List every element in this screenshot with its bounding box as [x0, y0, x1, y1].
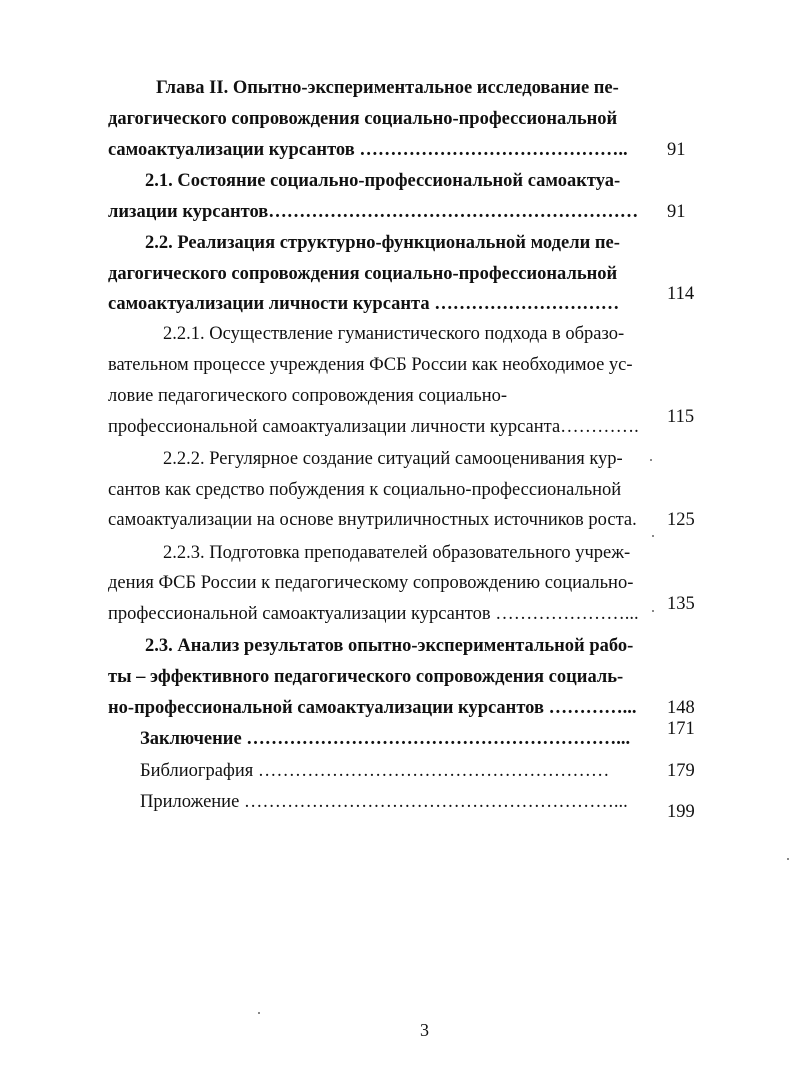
toc-2-2-3-line-3: профессиональной самоактуализации курсантов …………………... — [108, 604, 639, 624]
toc-2-2-1-page: 115 — [667, 407, 695, 427]
scan-speck — [650, 459, 652, 461]
toc-conclusion-page: 171 — [667, 719, 695, 739]
toc-chapter2-line-2: дагогического сопровождения социально-профессиональной — [108, 109, 618, 129]
toc-2-1-line-2: лизации курсантов…………………………………………………… — [108, 202, 639, 222]
toc-bibliography-page: 179 — [667, 761, 695, 781]
toc-2-2-2-page: 125 — [667, 510, 695, 530]
toc-conclusion: Заключение ……………………………………………………... — [140, 729, 631, 749]
toc-2-2-line-1: 2.2. Реализация структурно-функциональной модели пе- — [145, 233, 620, 253]
scan-speck — [258, 1012, 260, 1014]
toc-2-2-3-page: 135 — [667, 594, 695, 614]
toc-2-2-1-line-3: ловие педагогического сопровождения социально- — [108, 386, 508, 406]
toc-2-3-page: 148 — [667, 698, 695, 718]
toc-2-2-1-line-2: вательном процессе учреждения ФСБ России как необходимое ус- — [108, 355, 633, 375]
toc-2-2-2-line-2: сантов как средство побуждения к социально-профессиональной — [108, 480, 622, 500]
toc-2-3-line-3: но-профессиональной самоактуализации курсантов …………... — [108, 698, 637, 718]
toc-2-3-line-1: 2.3. Анализ результатов опытно-экспериментальной рабо- — [145, 636, 634, 656]
toc-2-2-2-line-1: 2.2.2. Регулярное создание ситуаций самооценивания кур- — [163, 449, 623, 469]
toc-2-3-line-2: ты – эффективного педагогического сопровождения социаль- — [108, 667, 624, 687]
toc-2-2-1-line-1: 2.2.1. Осуществление гуманистического подхода в образо- — [163, 324, 625, 344]
toc-2-1-page: 91 — [667, 202, 686, 222]
toc-2-2-2-line-3: самоактуализации на основе внутриличностных источников роста. — [108, 510, 637, 530]
toc-2-2-3-line-2: дения ФСБ России к педагогическому сопровождению социально- — [108, 573, 634, 593]
scan-speck — [652, 610, 654, 612]
page-number: 3 — [420, 1020, 429, 1040]
toc-2-2-page: 114 — [667, 284, 695, 304]
toc-bibliography: Библиография ………………………………………………… — [140, 761, 610, 781]
toc-2-2-line-3: самоактуализации личности курсанта ………………………… — [108, 294, 620, 314]
toc-2-2-line-2: дагогического сопровождения социально-профессиональной — [108, 264, 618, 284]
toc-2-1-line-1: 2.1. Состояние социально-профессиональной самоактуа- — [145, 171, 621, 191]
toc-chapter2-line-3: самоактуализации курсантов …………………………………….. — [108, 140, 628, 160]
scan-speck — [652, 535, 654, 537]
toc-chapter2-page: 91 — [667, 140, 686, 160]
toc-chapter2-line-1: Глава II. Опытно-экспериментальное исследование пе- — [156, 78, 619, 98]
scan-speck — [787, 858, 789, 860]
toc-appendix: Приложение ……………………………………………………... — [140, 792, 628, 812]
toc-2-2-1-line-4: профессиональной самоактуализации личности курсанта…………. — [108, 417, 639, 437]
toc-appendix-page: 199 — [667, 802, 695, 822]
toc-2-2-3-line-1: 2.2.3. Подготовка преподавателей образовательного учреж- — [163, 543, 631, 563]
